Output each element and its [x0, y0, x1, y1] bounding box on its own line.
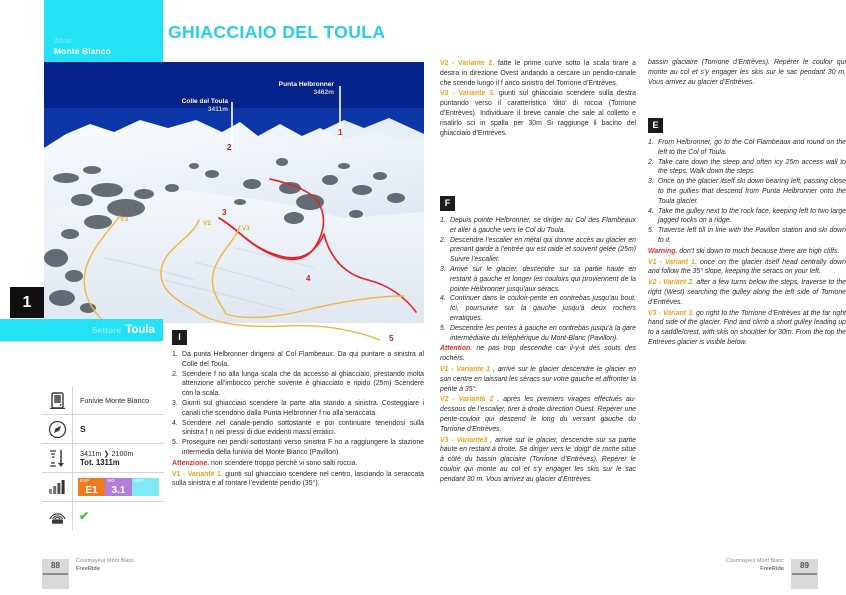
english-steps [648, 138, 846, 246]
right-page [424, 0, 846, 595]
variant-text: go right to the Torrione d’Entrèves at the far right hand side of the glacier. Find and climb a short gulley leading up to a saddle/crest, with skis on shoulder for 30m. From the top the Entrèves glacier is visible below. [648, 309, 846, 346]
altitude-total: Tot. 1311m [80, 457, 120, 467]
list-item: Da punta Helbronner dirigersi al Col Flambeaux. Da qui puntare a sinistra al Colle del Toula. [182, 351, 424, 368]
route-marker-3: 3 [222, 208, 227, 217]
variant-text: , après les premiers virages effectués au-dessous de l’escalier, tirer à droite direction Ouest. Repérer une pente-couloir qui descend le long du versant gauche du Torrione d’Entrèves. [440, 396, 636, 433]
warning-text: don’t ski down to much because there are high cliffs. [677, 247, 840, 255]
list-item: Descendre l’escalier en métal qui donne accès au glacier en prenant garde à l’entrée qui est raide et souvent gelée (25m) Suivre l’escalier. [450, 236, 636, 264]
info-row-altitude [42, 444, 164, 473]
french-variant-3 [440, 436, 636, 485]
route-marker-4: 4 [306, 274, 311, 283]
variant-text: giunti sul ghiacciaio scendere nel centro, lasciando la seraccata sulla sinistra e af rontare l’evidente pendio (35°). [172, 470, 424, 488]
italian-variant-3 [440, 89, 636, 138]
variant-key: V3 - Variante 3. [440, 90, 495, 98]
difficulty-badges [73, 478, 159, 496]
attention-label: Attention. [440, 345, 473, 353]
italian-section [172, 330, 424, 489]
french-overflow [648, 58, 846, 87]
sector-name: Toula [125, 324, 155, 336]
footer-rule [792, 573, 817, 575]
route-marker-2: 2 [227, 143, 232, 152]
badge-alp [132, 478, 159, 496]
list-item: Continuer dans le couloir-pente en contrebas jusqu’au bout. Ici, poursuivre sur la gauche jusqu’à deux rochers erratiques. [450, 295, 636, 322]
variant-text: , arrivé sur le glacier descendre le glacier en son centre en laissant les séracs sur votre gauche et affronter la pente à 35°. [440, 365, 636, 393]
italian-variant-2 [440, 59, 636, 88]
english-variant-2 [648, 278, 846, 307]
variant-text: once on the glacier itself head centrally down and follow the 35° slope, keeping the seracs on your left. [648, 258, 846, 276]
exposure-value: S [80, 423, 86, 434]
badge-ski-value: 3.1 [111, 485, 126, 496]
info-row-difficulty [42, 473, 164, 502]
altitude-range: 3411m ❯ 2100m [80, 448, 134, 458]
variant-text: after a few turns below the steps, traverse to the right (West) searching the gulley along the left side of Torrione d’Entrèves. [648, 279, 846, 306]
route-marker-5: 5 [389, 334, 394, 343]
list-item: Scendere nel canale-pendio sottostante e poi continuare tenendosi sulla sinistra f n nei pressi di due evidenti massi erratici. [182, 419, 424, 437]
photo-artwork [44, 62, 424, 323]
list-item: Descendre les pentes à gauche en contrebas jusqu’à la gare intermédiaire du téléphérique du Mont-Blanc (Pavillon). [450, 324, 636, 342]
variant-key: V1 - Variante 1 [440, 365, 491, 373]
italian-variant-1 [172, 470, 424, 490]
route-marker-1: 1 [338, 128, 343, 137]
footer-text-left [76, 557, 134, 574]
book-subtitle: FreeRide [76, 565, 100, 572]
book-title: Courmayeur Mont Blanc [725, 557, 784, 564]
list-item: Proseguire nei pendii sottostanti verso sinistra F no a raggiungere la stazione intermedia della funivia del Monte Bianco (Pavillon). [182, 439, 424, 456]
footer-rule [43, 573, 68, 575]
sector-tab-number: 1 [10, 287, 44, 318]
info-row-exposure [42, 415, 164, 444]
warning-label: Warning. [648, 247, 678, 255]
info-row-avalanche [42, 502, 164, 530]
zona-block [44, 0, 163, 62]
cable-car-icon [42, 386, 73, 414]
english-variant-1 [648, 258, 846, 278]
list-item: From Helbronner, go to the Col Flambeaux and round on the left to the Col of Toula. [658, 139, 846, 156]
variant-marker-v1: V1 [242, 225, 250, 232]
variant-text: giunti sul ghiacciaio scendere sulla destra puntando verso il caratteristico ‘dito’ di roccia (Torrione d’Entrèves). Individuare il breve canale che sale al colletto e risalirlo sci in spalla per 30m Si raggiunge il bacino del ghiacciaio d’Entrèves. [440, 90, 636, 137]
list-item: Giunti sul ghiacciaio scendere la parte alta stando a sinistra. Costeggiare i canali che scendono dalla Punta Helbronner f no alla seraccata. [182, 399, 424, 417]
french-section [440, 196, 636, 485]
list-item: Depuis pointe Helbronner, se diriger au Col des Flambeaux et aller à gauche vers le Col du Toula. [450, 217, 636, 234]
variant-key: V2 - Variante 2 [440, 396, 494, 404]
french-steps [440, 216, 636, 343]
badge-exp-value: E1 [85, 485, 98, 496]
lift-value: Funivie Monte Bianco [80, 395, 150, 405]
altitude-icon [42, 444, 73, 472]
list-item: Arrivé sur le glacier, descendre sur sa partie haute en restant à gauche et longer les couloirs qui proviennent de la pointe Helbronner jusqu’aux séracs. [450, 265, 636, 293]
italian-variants-section [440, 58, 636, 138]
list-item: Once on the glacier itself ski down bearing left, passing close to the gullies that descend from Punta Helbronner onto the Toula glacier. [658, 178, 846, 205]
page-number-left: 88 [51, 561, 60, 570]
english-warning [648, 247, 846, 257]
page-number-box-right [791, 559, 818, 589]
bars-icon [42, 473, 73, 501]
compass-icon [42, 415, 73, 443]
avalanche-check: ✔ [79, 509, 90, 523]
route-info-table [42, 386, 164, 530]
variant-key: V2 - Variant 2. [648, 279, 695, 287]
footer-right [598, 549, 818, 595]
badge-exp-label: EXP [80, 478, 90, 483]
variant-marker-v2: V2 [203, 220, 211, 227]
footer-text-right [726, 557, 784, 574]
info-row-lift [42, 386, 164, 415]
badge-ski-label: SKI [107, 478, 115, 483]
variant-key: V1 - Variante 1. [172, 470, 223, 478]
badge-exp [78, 478, 105, 496]
lang-tag-french: F [440, 196, 455, 211]
altitude-value [73, 449, 133, 468]
page-number-box-left [42, 559, 69, 589]
french-overflow-text: bassin glaciaire (Torrione d’Entrèves). Repérer le couloir qui monte au col et s’y engager les skis sur le sac pendant 30 m. Vous arrivez au glacier d’Entrèves. [648, 59, 846, 86]
attention-text: ne pas trop descendre car il-y-à des souts des rochers. [440, 345, 636, 363]
zona-label: Zona [54, 38, 72, 45]
french-variant-2 [440, 395, 636, 434]
sector-word: Settore [91, 325, 122, 335]
variant-key: V1 - Variant 1. [648, 258, 697, 266]
italian-steps [172, 350, 424, 458]
page-title: GHIACCIAIO DEL TOULA [168, 22, 386, 42]
list-item: Scendere f no alla lunga scala che da accesso al ghiacciaio, prestando molta attenzione all’imbocco perchè sovente è ghiacciato e ripido (25m) Scendere con la scala. [182, 370, 424, 398]
french-attention [440, 344, 636, 364]
variant-key: V2 - Variante 2. [440, 60, 495, 67]
peak-label-helbronner: Punta Helbronner 3462m [278, 81, 334, 97]
variant-key: V3 - Variante3 [440, 436, 488, 444]
french-variant-1 [440, 365, 636, 394]
variant-marker-v3: V3 [120, 216, 128, 223]
list-item: Take the gulley next to the rock face, keeping left to two large jagged rocks on a ridge. [658, 207, 846, 225]
lang-tag-italian: I [172, 330, 187, 345]
peak-label-colle-toula: Colle del Toula 3411m [181, 98, 228, 114]
variant-key: V3 - Variant 3. [648, 309, 694, 317]
page-number-right: 89 [800, 561, 809, 570]
attention-label: Attenzione. [172, 459, 210, 467]
book-subtitle: FreeRide [760, 565, 784, 572]
english-section [648, 118, 846, 348]
footer-left [42, 549, 262, 595]
variant-text: , arrivé sur le glacier, descendre sur sa partie haute en restant à droite. Se diriger vers le ‘doigt’ de roche situé à côté du bassin glaciaire (Torrione d’Entrèves). Repérer le couloir qui monte au col et s’y engager les skis sur le sac pendant 30 m. Vous arrivez au glacier d’Entrèves. [440, 436, 636, 483]
italian-attention [172, 459, 424, 469]
book-title: Courmayeur Mont Blanc [76, 557, 135, 564]
list-item: Traverse left till in line with the Pavillon station and ski down to it. [658, 227, 846, 244]
sector-bar [0, 319, 163, 341]
list-item: Take care down the steep and often icy 25m access wall to the steps. Walk down the steps. [658, 158, 846, 176]
zona-name: Monte Bianco [54, 46, 111, 56]
lang-tag-english: E [648, 118, 663, 133]
badge-ski [105, 478, 132, 496]
english-variant-3 [648, 309, 846, 348]
attention-text: non scendere troppo perchè vi sono salti roccia. [209, 459, 358, 467]
badge-alp-label: ALP [134, 478, 144, 483]
variant-text: fatte le prime curve sotto la scala tirare a destra in direzione Ovest andando a cercare un pendio-canale che scende lungo il f anco sinistro del Torrione d’Entrèves. [440, 60, 637, 87]
transceiver-icon [42, 502, 73, 530]
